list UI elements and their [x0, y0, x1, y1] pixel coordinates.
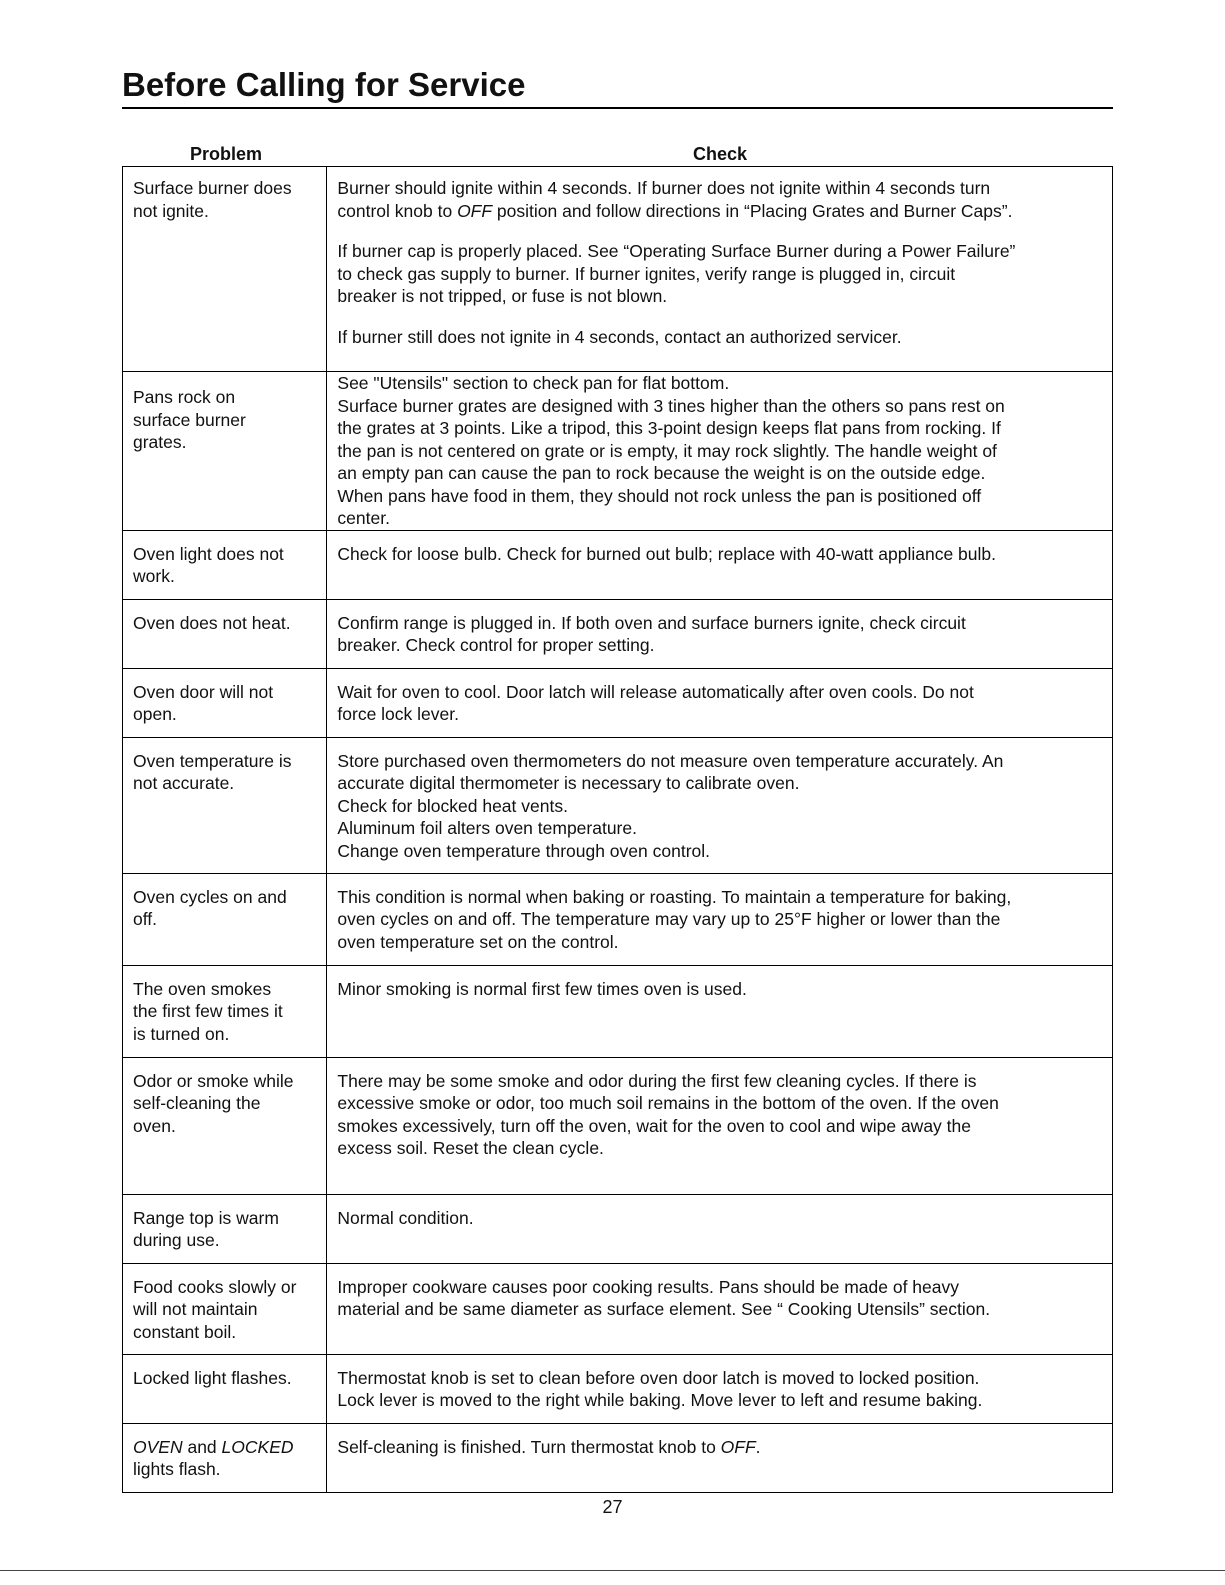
table-row: [123, 167, 1113, 372]
problem-cell: [123, 599, 327, 668]
table-row: [123, 1263, 1113, 1354]
check-paragraph: [337, 612, 1102, 657]
problem-text-line: lights flash.: [133, 1459, 221, 1479]
problem-text-line: Oven does not heat.: [133, 612, 291, 633]
problem-text-line: during use.: [133, 1230, 220, 1250]
check-paragraph: [337, 1207, 1102, 1230]
table-row: [123, 668, 1113, 737]
check-text-line: Minor smoking is normal first few times oven is used.: [337, 978, 747, 999]
problem-text-line: The oven smokes: [133, 978, 272, 999]
problem-text-line: surface burner: [133, 409, 246, 430]
check-cell: [327, 965, 1113, 1057]
check-text-line: smokes excessively, turn off the oven, wait for the oven to cool and wipe away the: [337, 1115, 971, 1136]
check-text-line: the grates at 3 points. Like a tripod, this 3-point design keeps flat pans from rocking. If: [337, 418, 1001, 438]
check-cell: [327, 1423, 1113, 1492]
check-paragraph: [337, 978, 1102, 1001]
table-row: [123, 1423, 1113, 1492]
check-cell: [327, 1354, 1113, 1423]
check-text-line: Improper cookware causes poor cooking results. Pans should be made of heavy: [337, 1276, 959, 1297]
table-row: [123, 737, 1113, 873]
problem-text-line: off.: [133, 909, 158, 929]
problem-text-line: not accurate.: [133, 773, 235, 793]
problem-cell: [123, 372, 327, 531]
check-text-line: accurate digital thermometer is necessary to calibrate oven.: [337, 773, 800, 793]
check-cell: [327, 372, 1113, 531]
check-text-line: excessive smoke or odor, too much soil remains in the bottom of the oven. If the oven: [337, 1093, 999, 1113]
problem-text-line: will not maintain: [133, 1299, 258, 1319]
check-text-line: Lock lever is moved to the right while baking. Move lever to left and resume baking.: [337, 1390, 983, 1410]
check-paragraph: [337, 1367, 1102, 1412]
check-cell: [327, 1057, 1113, 1194]
check-text-line: force lock lever.: [337, 704, 459, 724]
check-text-line: an empty pan can cause the pan to rock because the weight is on the outside edge.: [337, 463, 986, 483]
problem-cell: [123, 1194, 327, 1263]
check-cell: [327, 1263, 1113, 1354]
check-cell: [327, 737, 1113, 873]
problem-text-line: Food cooks slowly or: [133, 1276, 297, 1297]
page-number: 27: [602, 1497, 623, 1517]
check-paragraph: [337, 1436, 1102, 1459]
check-text-line: If burner cap is properly placed. See “Operating Surface Burner during a Power Failure”: [337, 241, 1016, 261]
table-row: [123, 530, 1113, 599]
check-text-line: Change oven temperature through oven control.: [337, 840, 711, 861]
check-paragraph: [337, 372, 1102, 530]
problem-text-line: is turned on.: [133, 1023, 230, 1044]
check-text-line: breaker. Check control for proper setting.: [337, 635, 655, 655]
check-text-line: Burner should ignite within 4 seconds. If burner does not ignite within 4 seconds turn: [337, 178, 991, 198]
problem-text-line: Odor or smoke while: [133, 1070, 294, 1091]
check-paragraph: [337, 886, 1102, 954]
check-text-line: Confirm range is plugged in. If both oven and surface burners ignite, check circuit: [337, 612, 966, 633]
check-paragraph: [337, 177, 1102, 222]
check-text-line: the pan is not centered on grate or is empty, it may rock slightly. The handle weight of: [337, 440, 997, 461]
check-text-line: When pans have food in them, they should not rock unless the pan is positioned off: [337, 485, 982, 506]
problem-text-line: self-cleaning the: [133, 1093, 261, 1113]
problem-cell: [123, 873, 327, 965]
problem-text-line: open.: [133, 704, 177, 724]
problem-text-line: constant boil.: [133, 1321, 237, 1342]
check-cell: [327, 530, 1113, 599]
check-paragraph: [337, 326, 1102, 349]
check-text-line: oven cycles on and off. The temperature may vary up to 25°F higher or lower than the: [337, 909, 1001, 929]
check-text-line: Surface burner grates are designed with 3 tines higher than the others so pans rest on: [337, 395, 1005, 416]
check-text-line: Aluminum foil alters oven temperature.: [337, 818, 637, 838]
check-text-line: to check gas supply to burner. If burner ignites, verify range is plugged in, circuit: [337, 263, 956, 284]
check-text-line: oven temperature set on the control.: [337, 931, 619, 952]
problem-text-line: oven.: [133, 1115, 176, 1136]
problem-text-line: not ignite.: [133, 200, 209, 221]
problem-text-line: Surface burner does: [133, 178, 292, 198]
problem-text-line: Oven door will not: [133, 681, 274, 702]
problem-text-line: Oven cycles on and: [133, 886, 287, 907]
check-text-line: Thermostat knob is set to clean before oven door latch is moved to locked position.: [337, 1367, 980, 1388]
title-underline: [122, 107, 1113, 109]
check-text-line: See "Utensils" section to check pan for flat bottom.: [337, 373, 730, 393]
check-text-line: breaker is not tripped, or fuse is not blown.: [337, 286, 668, 306]
check-paragraph: [337, 681, 1102, 726]
table-row: [123, 599, 1113, 668]
check-text-line: Check for blocked heat vents.: [337, 795, 568, 816]
problem-cell: [123, 1354, 327, 1423]
problem-column-header: Problem: [189, 144, 263, 164]
check-text-line: Normal condition.: [337, 1207, 474, 1228]
problem-cell: [123, 668, 327, 737]
problem-cell: [123, 737, 327, 873]
problem-cell: [123, 1423, 327, 1492]
table-row: [123, 1194, 1113, 1263]
problem-text-line: the first few times it: [133, 1001, 283, 1021]
check-paragraph: [337, 240, 1102, 308]
table-row: [123, 1057, 1113, 1194]
check-text-line: Wait for oven to cool. Door latch will release automatically after oven cools. Do not: [337, 681, 974, 702]
table-row: [123, 873, 1113, 965]
problem-text-line: grates.: [133, 432, 187, 452]
problem-text-line: Oven temperature is: [133, 750, 292, 771]
problem-cell: [123, 1057, 327, 1194]
problem-text-line: Pans rock on: [133, 387, 236, 407]
troubleshooting-table: [122, 166, 1113, 1493]
problem-cell: [123, 1263, 327, 1354]
table-row: [123, 372, 1113, 531]
table-row: [123, 965, 1113, 1057]
problem-cell: [123, 965, 327, 1057]
check-cell: [327, 167, 1113, 372]
check-cell: [327, 1194, 1113, 1263]
check-text-line: control knob to OFF position and follow directions in “Placing Grates and Burner Caps”.: [337, 200, 1013, 221]
check-cell: [327, 668, 1113, 737]
page-title: Before Calling for Service: [122, 66, 526, 103]
problem-text-line: Locked light flashes.: [133, 1367, 292, 1388]
check-column-header: Check: [692, 144, 748, 164]
problem-text-line: OVEN and LOCKED: [133, 1436, 294, 1457]
check-paragraph: [337, 543, 1102, 566]
problem-cell: [123, 167, 327, 372]
check-text-line: This condition is normal when baking or roasting. To maintain a temperature for baking,: [337, 886, 1012, 907]
check-cell: [327, 599, 1113, 668]
check-text-line: Check for loose bulb. Check for burned out bulb; replace with 40-watt appliance bulb.: [337, 543, 996, 564]
check-text-line: excess soil. Reset the clean cycle.: [337, 1138, 604, 1158]
check-text-line: Self-cleaning is finished. Turn thermostat knob to OFF.: [337, 1436, 761, 1457]
problem-text-line: work.: [133, 566, 175, 586]
check-paragraph: [337, 1070, 1102, 1160]
check-text-line: There may be some smoke and odor during the first few cleaning cycles. If there is: [337, 1070, 977, 1091]
check-text-line: center.: [337, 508, 390, 528]
problem-cell: [123, 530, 327, 599]
bottom-divider: [0, 1570, 1225, 1571]
check-paragraph: [337, 750, 1102, 863]
table-row: [123, 1354, 1113, 1423]
check-text-line: If burner still does not ignite in 4 seconds, contact an authorized servicer.: [337, 326, 902, 347]
check-paragraph: [337, 1276, 1102, 1321]
check-text-line: material and be same diameter as surface element. See “ Cooking Utensils” section.: [337, 1299, 991, 1319]
problem-text-line: Oven light does not: [133, 543, 284, 564]
check-cell: [327, 873, 1113, 965]
check-text-line: Store purchased oven thermometers do not measure oven temperature accurately. An: [337, 750, 1004, 771]
problem-text-line: Range top is warm: [133, 1207, 279, 1228]
